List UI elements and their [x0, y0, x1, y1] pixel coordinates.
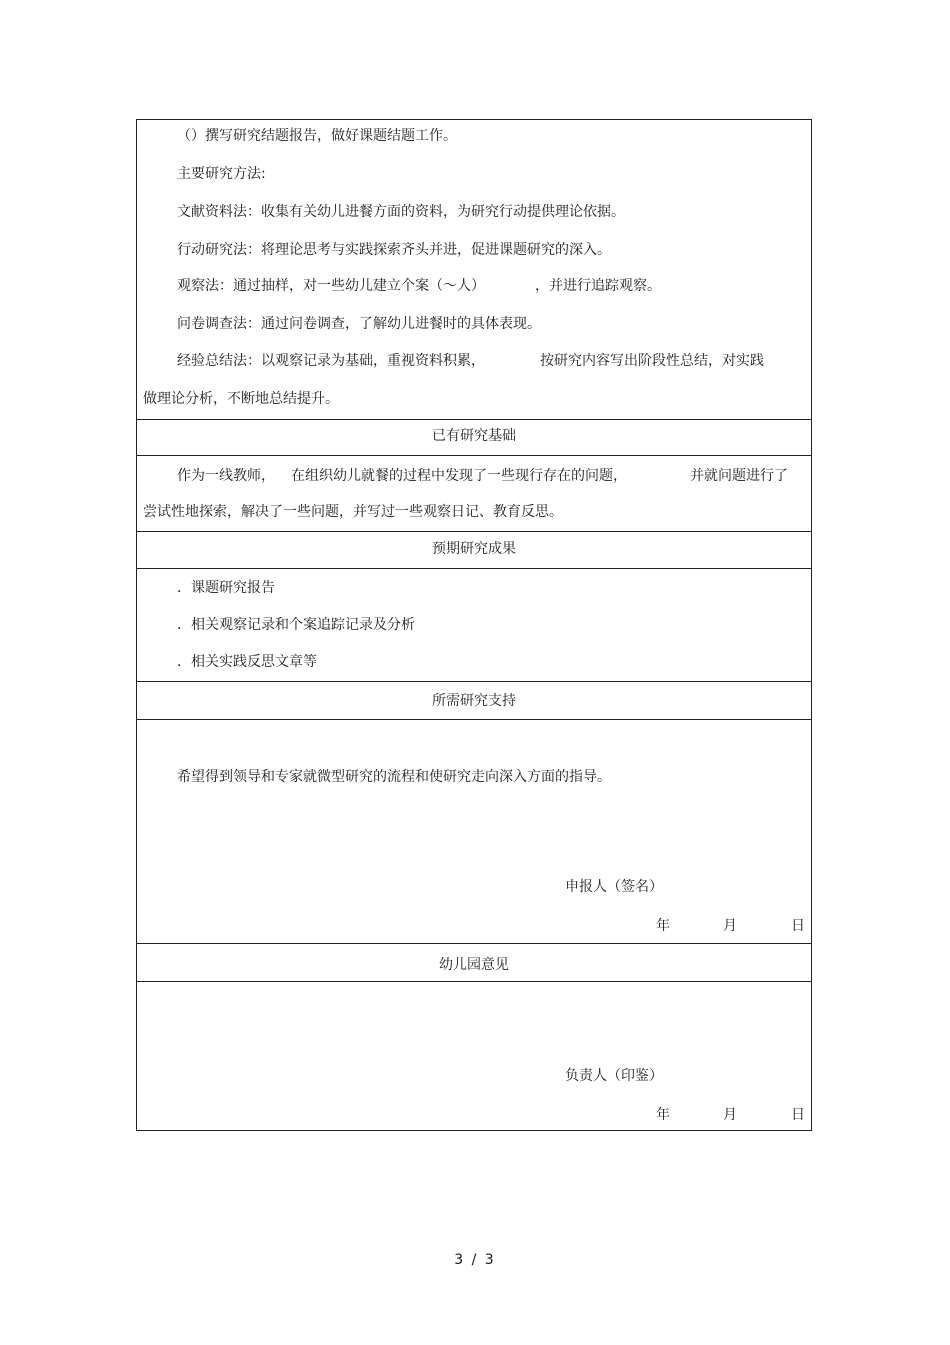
row-divider	[137, 981, 811, 982]
results-item: ．课题研究报告	[177, 580, 275, 596]
method-experience-part1: 经验总结法：以观察记录为基础，重视资料积累，	[177, 353, 485, 369]
method-observation-part1: 观察法：通过抽样，对一些幼儿建立个案（～人）	[177, 278, 485, 294]
row-divider	[137, 681, 811, 682]
method-experience-part3: 做理论分析，不断地总结提升。	[143, 391, 339, 407]
row-divider	[137, 568, 811, 569]
method-action-research: 行动研究法：将理论思考与实践探索齐头并进，促进课题研究的深入。	[177, 242, 611, 258]
basis-line1-part2: 在组织幼儿就餐的过程中发现了一些现行存在的问题，	[291, 468, 627, 484]
support-date-day: 日	[791, 918, 805, 934]
method-literature: 文献资料法：收集有关幼儿进餐方面的资料，为研究行动提供理论依据。	[177, 204, 625, 220]
support-date-month: 月	[723, 918, 737, 934]
results-item: ．相关实践反思文章等	[177, 654, 317, 670]
row-divider	[137, 419, 811, 420]
row-divider	[137, 531, 811, 532]
support-signer-label: 申报人（签名）	[565, 879, 663, 895]
basis-line2: 尝试性地探索，解决了一些问题，并写过一些观察日记、教育反思。	[143, 504, 563, 520]
support-title: 所需研究支持	[432, 693, 516, 709]
method-observation-part2: ，并进行追踪观察。	[535, 278, 661, 294]
opinion-signer-label: 负责人（印鉴）	[565, 1068, 663, 1084]
results-title: 预期研究成果	[432, 541, 516, 557]
results-item: ．相关观察记录和个案追踪记录及分析	[177, 617, 415, 633]
page-number: 3 / 3	[454, 1252, 496, 1268]
methods-section	[137, 120, 811, 420]
application-form-table	[136, 119, 812, 1131]
basis-title: 已有研究基础	[432, 428, 516, 444]
method-survey: 问卷调查法：通过问卷调查，了解幼儿进餐时的具体表现。	[177, 316, 541, 332]
basis-line1-part3: 并就问题进行了	[690, 468, 788, 484]
methods-step-line: （）撰写研究结题报告，做好课题结题工作。	[177, 128, 457, 144]
row-divider	[137, 455, 811, 456]
support-text: 希望得到领导和专家就微型研究的流程和使研究走向深入方面的指导。	[177, 769, 611, 785]
support-date-year: 年	[656, 918, 670, 934]
basis-line1-part1: 作为一线教师，	[177, 468, 275, 484]
row-divider	[137, 943, 811, 944]
opinion-date-month: 月	[723, 1107, 737, 1123]
opinion-date-year: 年	[656, 1107, 670, 1123]
methods-heading: 主要研究方法:	[177, 166, 266, 182]
row-divider	[137, 719, 811, 720]
method-experience-part2: 按研究内容写出阶段性总结，对实践	[540, 353, 764, 369]
opinion-date-day: 日	[791, 1107, 805, 1123]
opinion-title: 幼儿园意见	[439, 957, 509, 973]
